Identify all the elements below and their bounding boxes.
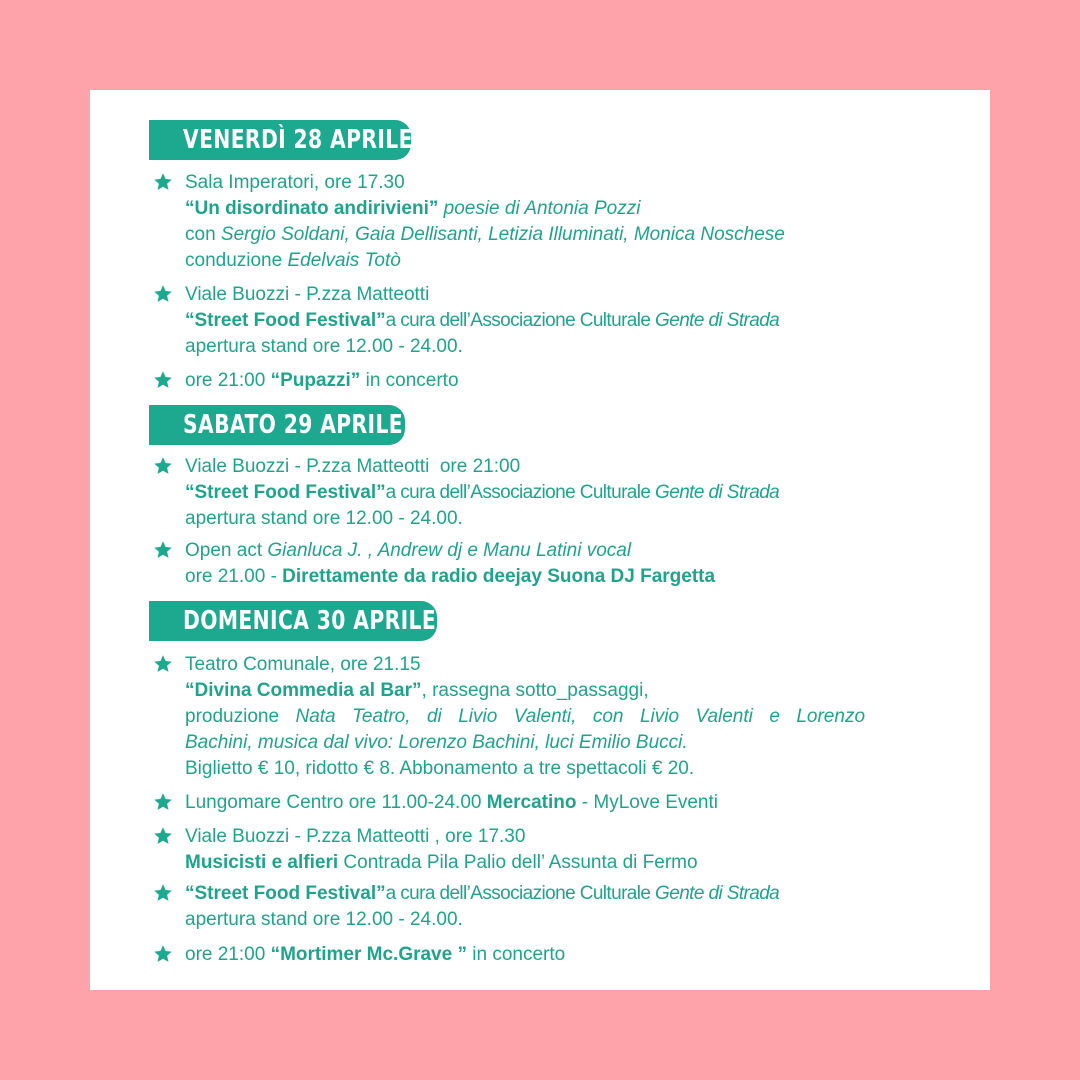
event-organizer: Gente di Strada: [655, 482, 780, 503]
event-text: produzione: [185, 706, 296, 727]
program-card: [90, 90, 990, 990]
event-title: “Street Food Festival”: [185, 310, 386, 331]
event-performers: Gianluca J. , Andrew dj e Manu Latini vocal: [267, 540, 632, 561]
event-text: Open act: [185, 540, 268, 561]
event-credits: Nata Teatro, di Livio Valenti, con Livio Valenti e Lorenzo: [295, 706, 866, 727]
event-text: conduzione: [185, 250, 288, 271]
event-text: in concerto: [360, 370, 459, 391]
star-icon: [153, 540, 173, 560]
star-icon: [153, 370, 173, 390]
event-title: “Un disordinato andirivieni”: [185, 198, 439, 219]
day-header-friday: VENERDÌ 28 APRILE: [149, 120, 411, 160]
event-location: Viale Buozzi - P.zza Matteotti ore 21:00: [185, 456, 521, 477]
event-time: ore 21.00 -: [185, 566, 283, 587]
event-credits: Bachini, musica dal vivo: Lorenzo Bachini, luci Emilio Bucci.: [185, 732, 688, 753]
event-time: ore 21:00: [185, 370, 271, 391]
event-organizer: Gente di Strada: [655, 883, 780, 904]
event-location: Teatro Comunale, ore 21.15: [185, 654, 421, 675]
day-header-saturday: SABATO 29 APRILE: [149, 405, 405, 445]
star-icon: [153, 944, 173, 964]
event-text: a cura dell’Associazione Culturale: [385, 883, 656, 904]
event-prices: Biglietto € 10, ridotto € 8. Abbonamento a tre spettacoli € 20.: [185, 758, 695, 779]
event-location: Viale Buozzi - P.zza Matteotti: [185, 284, 430, 305]
event-location: Lungomare Centro ore 11.00-24.00: [185, 792, 487, 813]
star-icon: [153, 792, 173, 812]
event-description: poesie di Antonia Pozzi: [438, 198, 641, 219]
event-hours: apertura stand ore 12.00 - 24.00.: [185, 508, 463, 529]
event-title: “Street Food Festival”: [185, 482, 386, 503]
event-performers: Sergio Soldani, Gaia Dellisanti, Letizia Illuminati, Monica Noschese: [220, 224, 785, 245]
event-title: “Divina Commedia al Bar”: [185, 680, 422, 701]
event-location: Sala Imperatori, ore 17.30: [185, 172, 405, 193]
star-icon: [153, 284, 173, 304]
event-text: a cura dell’Associazione Culturale: [385, 310, 656, 331]
event-title: Mercatino: [486, 792, 577, 813]
day-header-sunday: DOMENICA 30 APRILE: [149, 601, 437, 641]
event-organizer: - MyLove Eventi: [576, 792, 718, 813]
event-text: , rassegna sotto_passaggi,: [421, 680, 649, 701]
event-text: a cura dell’Associazione Culturale: [385, 482, 656, 503]
event-title: Musicisti e alfieri: [185, 852, 339, 873]
star-icon: [153, 883, 173, 903]
event-location: Viale Buozzi - P.zza Matteotti , ore 17.30: [185, 826, 526, 847]
star-icon: [153, 826, 173, 846]
star-icon: [153, 654, 173, 674]
event-title: “Pupazzi”: [270, 370, 361, 391]
event-hours: apertura stand ore 12.00 - 24.00.: [185, 909, 463, 930]
event-text: in concerto: [466, 944, 566, 965]
event-organizer: Gente di Strada: [655, 310, 780, 331]
event-time: ore 21:00: [185, 944, 271, 965]
event-title: “Mortimer Mc.Grave ”: [270, 944, 467, 965]
event-hours: apertura stand ore 12.00 - 24.00.: [185, 336, 463, 357]
event-text: Contrada Pila Palio dell’ Assunta di Fermo: [338, 852, 698, 873]
star-icon: [153, 172, 173, 192]
event-text: con: [185, 224, 221, 245]
star-icon: [153, 456, 173, 476]
event-title: Direttamente da radio deejay Suona DJ Fargetta: [282, 566, 716, 587]
event-host: Edelvais Totò: [287, 250, 401, 271]
event-title: “Street Food Festival”: [185, 883, 386, 904]
